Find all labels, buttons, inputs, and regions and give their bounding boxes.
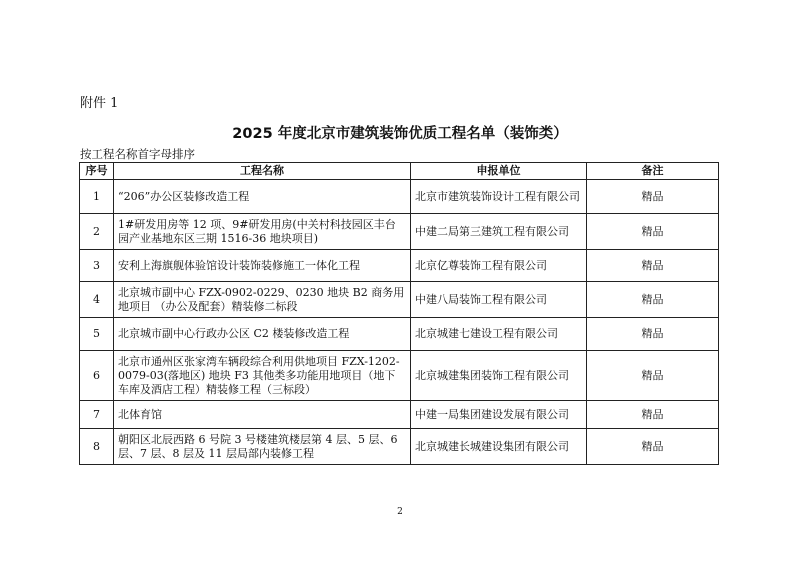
project-name: 北体育馆 (114, 401, 411, 429)
remark: 精品 (587, 318, 719, 351)
applicant-unit: 北京城建七建设工程有限公司 (411, 318, 587, 351)
project-table (79, 162, 719, 465)
row-index: 8 (80, 429, 114, 465)
remark: 精品 (587, 250, 719, 282)
project-name: 北京市通州区张家湾车辆段综合利用供地项目 FZX-1202-0079-03(落地区) 地块 F3 其他类多功能用地项目（地下车库及酒店工程）精装修工程（三标段） (114, 351, 411, 401)
remark: 精品 (587, 214, 719, 250)
applicant-unit: 中建八局装饰工程有限公司 (411, 282, 587, 318)
project-name: 朝阳区北辰西路 6 号院 3 号楼建筑楼层第 4 层、5 层、6 层、7 层、8 层及 11 层局部内装修工程 (114, 429, 411, 465)
applicant-unit: 北京亿尊装饰工程有限公司 (411, 250, 587, 282)
row-index: 6 (80, 351, 114, 401)
project-name: 北京城市副中心行政办公区 C2 楼装修改造工程 (114, 318, 411, 351)
table-row (80, 250, 719, 282)
applicant-unit: 北京城建长城建设集团有限公司 (411, 429, 587, 465)
applicant-unit: 北京市建筑装饰设计工程有限公司 (411, 180, 587, 214)
remark: 精品 (587, 429, 719, 465)
table-row (80, 180, 719, 214)
remark: 精品 (587, 180, 719, 214)
table-row (80, 401, 719, 429)
sort-note: 按工程名称首字母排序 (80, 147, 195, 161)
row-index: 1 (80, 180, 114, 214)
header-applicant-unit: 申报单位 (411, 163, 587, 180)
row-index: 5 (80, 318, 114, 351)
document-title: 2025 年度北京市建筑装饰优质工程名单（装饰类） (232, 126, 568, 142)
project-name: 北京城市副中心 FZX-0902-0229、0230 地块 B2 商务用地项目 （办公及配套）精装修二标段 (114, 282, 411, 318)
table-row (80, 318, 719, 351)
remark: 精品 (587, 282, 719, 318)
table-row (80, 429, 719, 465)
attachment-label: 附件 1 (80, 96, 119, 111)
header-index: 序号 (80, 163, 114, 180)
project-name: 1#研发用房等 12 项、9#研发用房(中关村科技园区丰台园产业基地东区三期 1516-36 地块项目) (114, 214, 411, 250)
row-index: 7 (80, 401, 114, 429)
applicant-unit: 中建一局集团建设发展有限公司 (411, 401, 587, 429)
applicant-unit: 北京城建集团装饰工程有限公司 (411, 351, 587, 401)
table-header-row (80, 163, 719, 180)
remark: 精品 (587, 401, 719, 429)
project-name: 安利上海旗舰体验馆设计装饰装修施工一体化工程 (114, 250, 411, 282)
row-index: 3 (80, 250, 114, 282)
remark: 精品 (587, 351, 719, 401)
header-remark: 备注 (587, 163, 719, 180)
project-name: “206”办公区装修改造工程 (114, 180, 411, 214)
table-row (80, 351, 719, 401)
table-row (80, 214, 719, 250)
header-project-name: 工程名称 (114, 163, 411, 180)
page-number: 2 (397, 507, 403, 517)
row-index: 2 (80, 214, 114, 250)
row-index: 4 (80, 282, 114, 318)
applicant-unit: 中建二局第三建筑工程有限公司 (411, 214, 587, 250)
table-row (80, 282, 719, 318)
